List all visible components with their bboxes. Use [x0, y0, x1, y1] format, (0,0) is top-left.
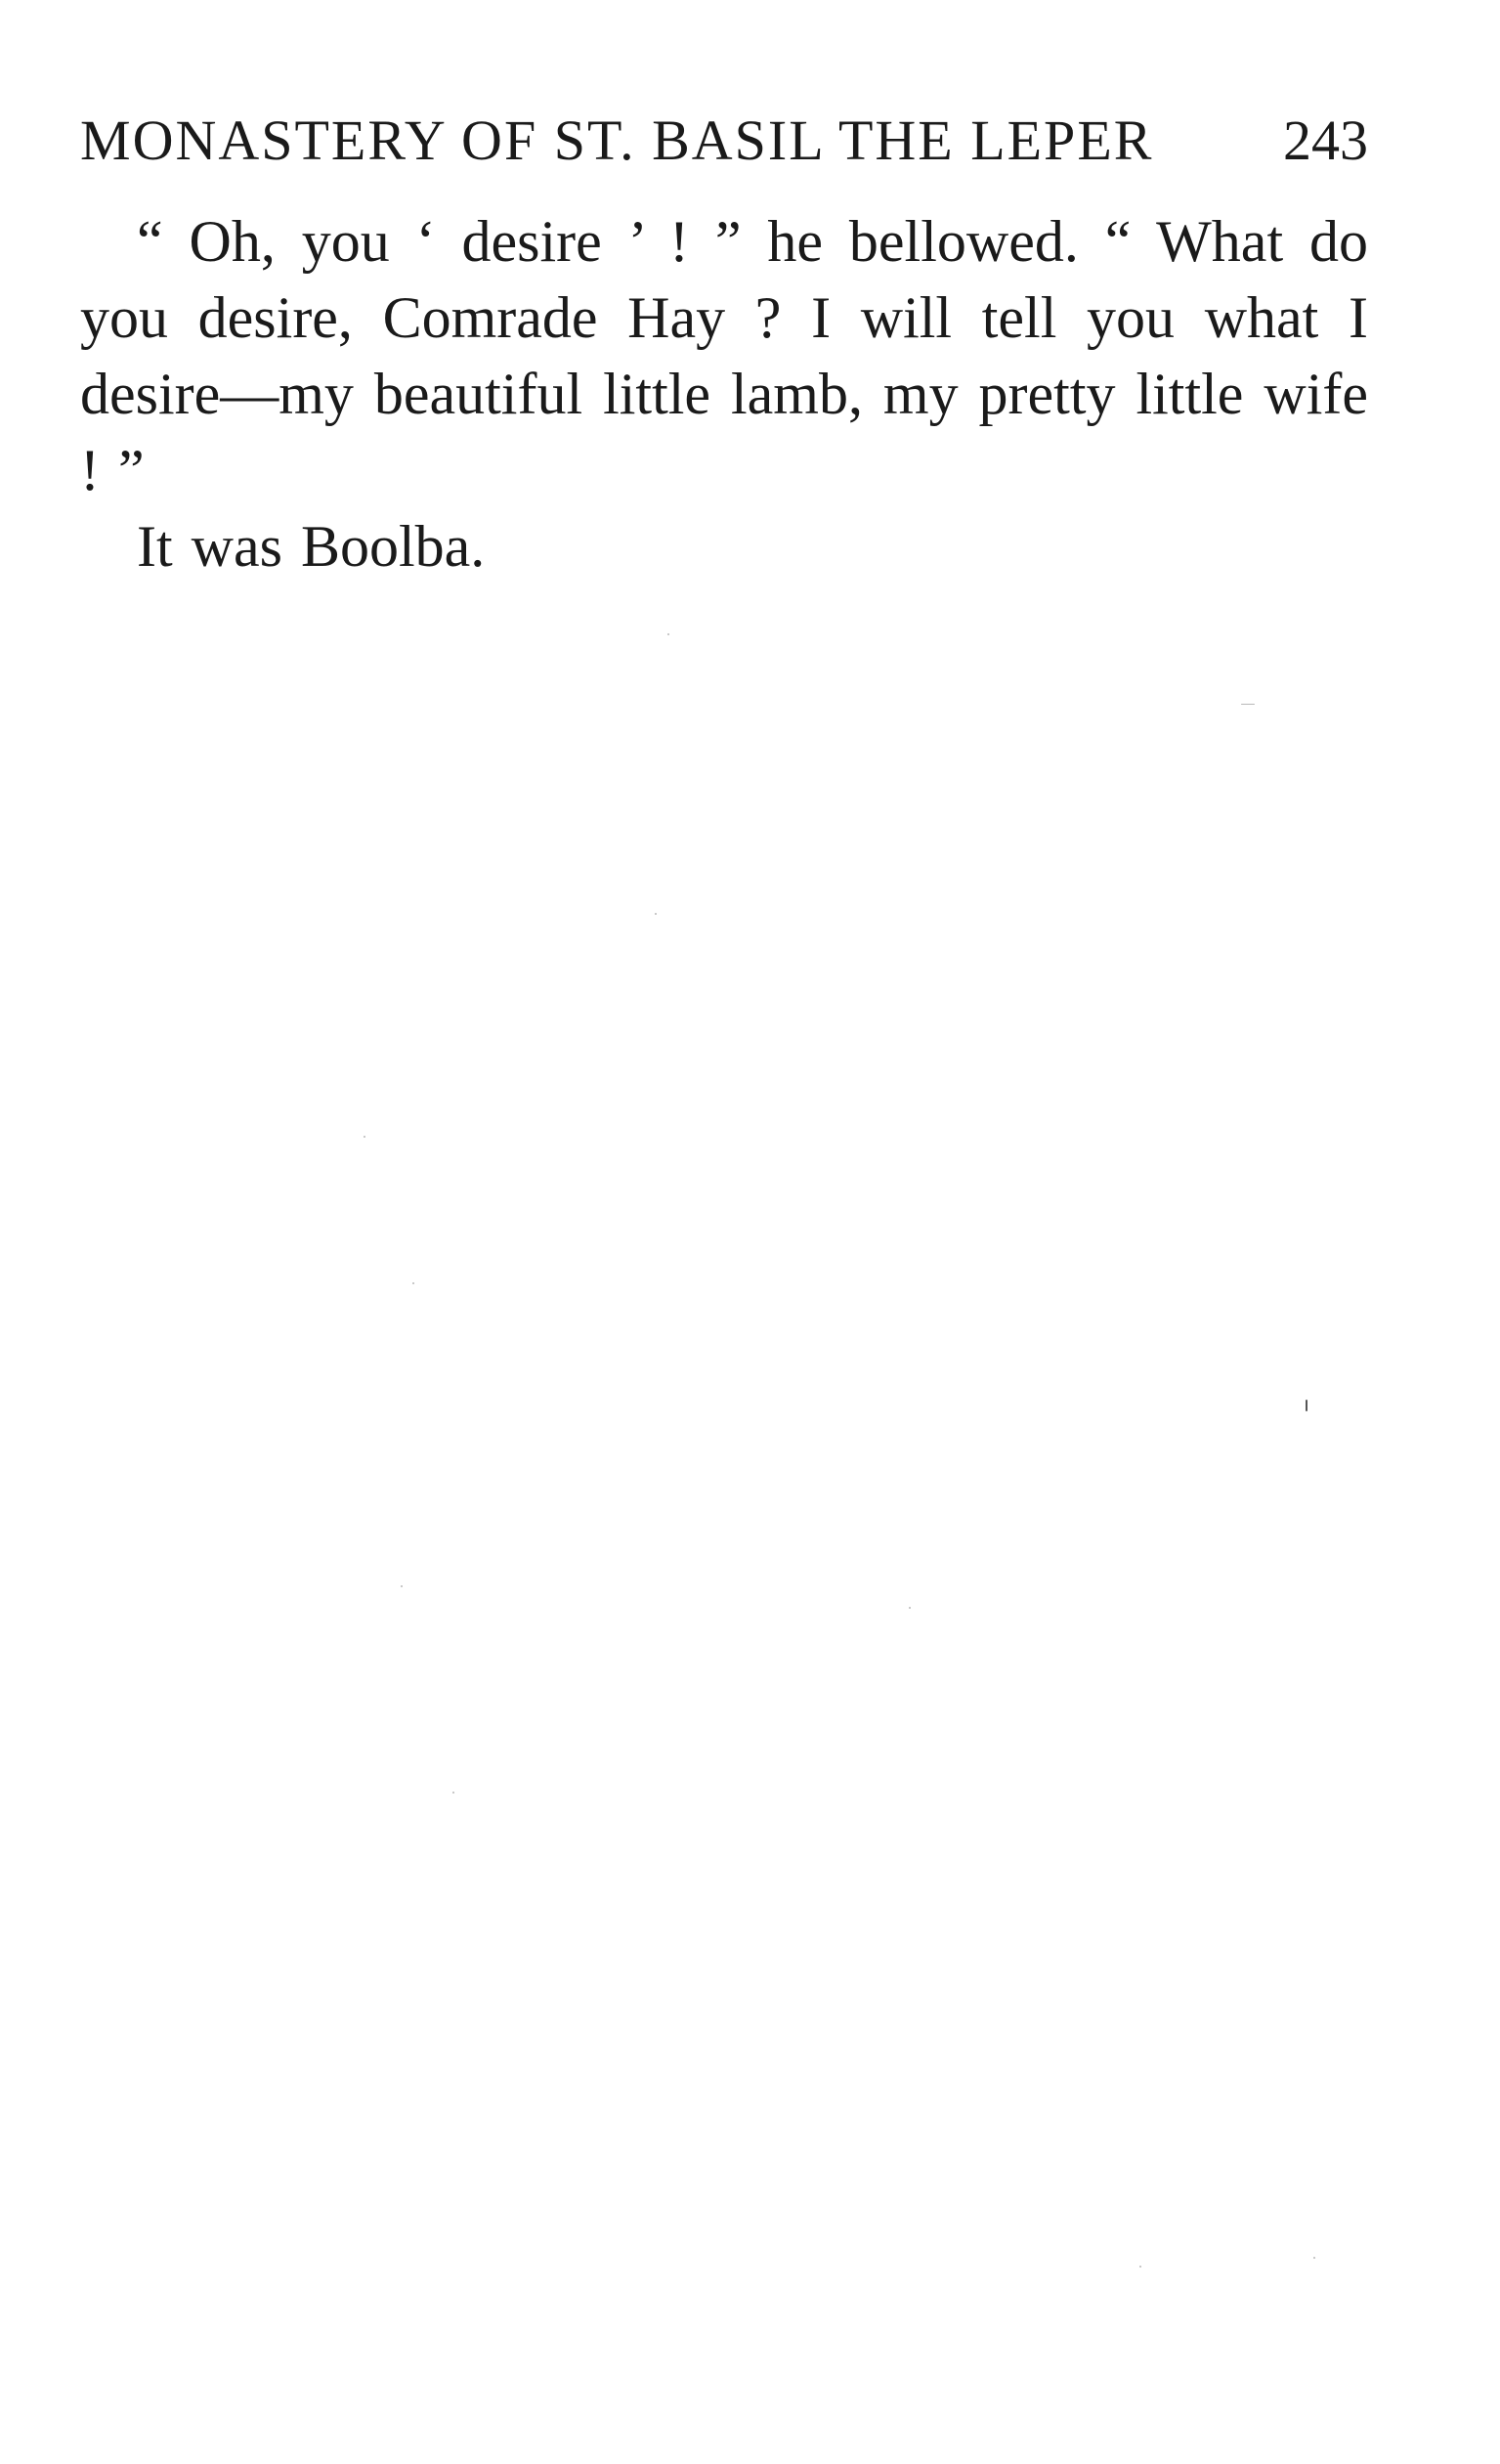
- running-head-title: MONASTERY OF ST. BASIL THE LEPER: [80, 108, 1154, 172]
- paragraph-dialogue: “ Oh, you ‘ desire ’ ! ” he bellowed. “ What do you desire, Comrade Hay ? I will tell you what I desire—my beautiful little lamb, my pretty little wife ! ”: [80, 209, 1368, 502]
- running-head: [80, 102, 1368, 180]
- body-text: [80, 203, 1368, 584]
- paragraph-narration: It was Boolba.: [137, 514, 486, 579]
- page-number: 243: [1283, 108, 1368, 172]
